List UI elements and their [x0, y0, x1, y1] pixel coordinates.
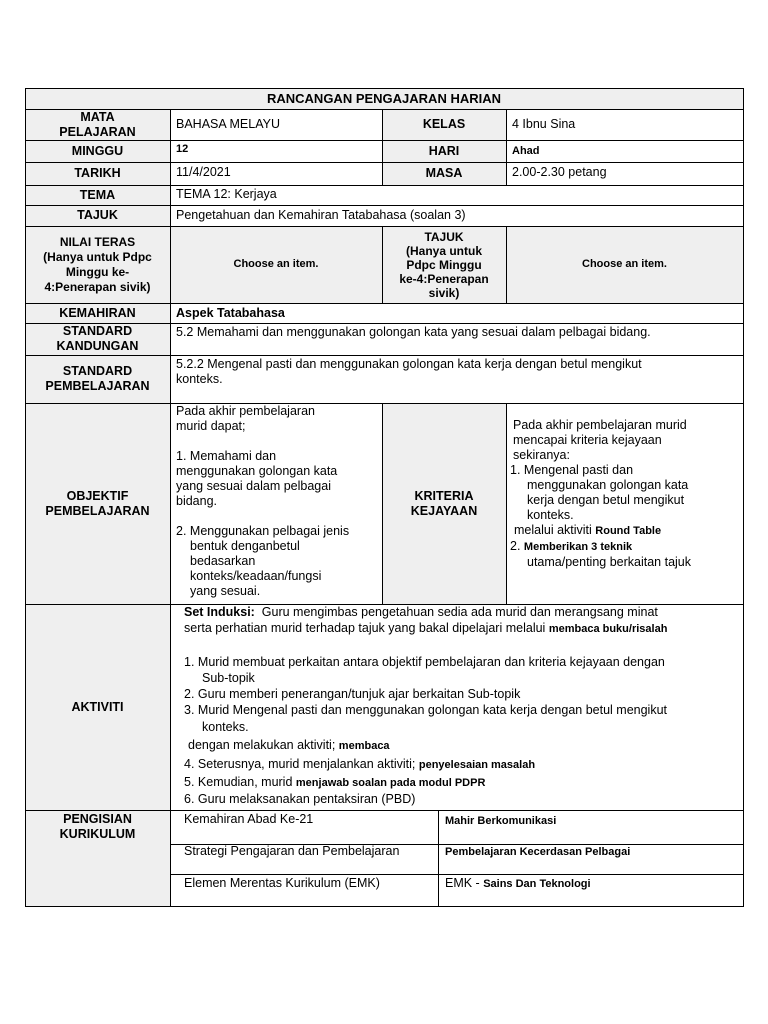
label-line: PEMBELAJARAN — [45, 503, 150, 518]
aktiviti-step-4 — [184, 755, 740, 774]
label-line: STANDARD — [62, 364, 133, 378]
pengisian-item-name: Elemen Merentas Kurikulum (EMK) — [184, 876, 380, 890]
hline-bottom — [25, 906, 744, 907]
nilai-teras-label — [25, 226, 170, 303]
item-number: 1. — [176, 449, 187, 463]
label-line: (Hanya untuk Pdpc — [43, 249, 152, 264]
vline-right — [743, 88, 744, 907]
standard-kandungan-label — [25, 323, 170, 355]
kriteria-item-1 — [510, 463, 740, 478]
bold-text: Mahir Berkomunikasi — [445, 815, 557, 827]
label-line: (Hanya untuk — [405, 243, 482, 258]
page-title: RANCANGAN PENGAJARAN HARIAN — [266, 91, 501, 106]
label-line: PEMBELAJARAN — [45, 379, 150, 393]
label-line: sivik) — [428, 285, 460, 300]
tarikh-value: 11/4/2021 — [176, 165, 231, 179]
text-line: Mengenal pasti dan — [523, 463, 634, 477]
pengisian-kurikulum-label — [25, 812, 170, 846]
hline — [170, 874, 744, 875]
minggu-value: 12 — [176, 143, 189, 155]
kemahiran-label: KEMAHIRAN — [59, 305, 136, 320]
objektif-content — [176, 404, 380, 599]
text-line: Pada akhir pembelajaran murid — [513, 418, 687, 432]
aktiviti-step-5 — [184, 774, 740, 791]
masa-value: 2.00-2.30 petang — [512, 165, 607, 179]
text-line: Murid Mengenal pasti dan menggunakan golongan kata kerja dengan betul mengikut — [197, 703, 667, 717]
text-line: mencapai kriteria kejayaan — [513, 433, 662, 447]
kriteria-label — [382, 403, 506, 604]
text-line: konteks. — [202, 720, 249, 734]
standard-pembelajaran-value — [176, 357, 741, 387]
tajuk-sivik-label — [382, 226, 506, 303]
text-line: Kemudian, murid — [197, 775, 293, 789]
set-induksi-line1 — [184, 604, 740, 620]
vline — [506, 403, 507, 605]
label-line: PENGISIAN — [63, 812, 132, 826]
item-number: 2. — [184, 687, 195, 701]
label-line: TAJUK — [424, 229, 464, 244]
text-line: serta perhatian murid terhadap tajuk yang bakal dipelajari melalui — [184, 621, 546, 635]
label-line: MATA — [80, 109, 115, 124]
text-line: sekiranya: — [513, 448, 570, 462]
item-number: 1. — [184, 655, 195, 669]
text-line: murid dapat; — [176, 419, 246, 433]
vline — [506, 109, 507, 186]
text-line: Guru mengimbas pengetahuan sedia ada murid dan merangsang minat — [261, 605, 658, 619]
vline — [438, 810, 439, 907]
standard-pembelajaran-label — [25, 355, 170, 403]
label-line: STANDARD — [62, 324, 133, 338]
text-line: Sub-topik — [202, 671, 255, 685]
text-line: konteks. — [527, 508, 574, 522]
kemahiran-value: Aspek Tatabahasa — [176, 306, 285, 320]
bold-text: menjawab soalan pada modul PDPR — [295, 777, 486, 789]
text-line: kerja dengan betul mengikut — [527, 493, 685, 507]
pengisian-item-name: Kemahiran Abad Ke-21 — [184, 812, 314, 826]
pengisian-item-value — [445, 814, 740, 829]
item-number: 5. — [184, 775, 195, 789]
aktiviti-step-3-tail — [184, 736, 740, 755]
item-number: 1. — [510, 463, 521, 477]
text-line: Murid membuat perkaitan antara objektif pembelajaran dan kriteria kejayaan dengan — [197, 655, 665, 669]
objektif-item-1 — [176, 449, 380, 464]
text-line: dengan melakukan aktiviti; — [188, 738, 336, 752]
text-line: konteks/keadaan/fungsi — [190, 569, 322, 583]
text-line: bedasarkan — [190, 554, 256, 568]
label-line: KANDUNGAN — [56, 339, 139, 353]
label-line: Minggu ke- — [65, 264, 130, 279]
text-line: menggunakan golongan kata — [176, 464, 338, 478]
label-line: PELAJARAN — [59, 124, 136, 139]
tajuk-label: TAJUK — [77, 208, 118, 222]
label-line: NILAI TERAS — [59, 234, 136, 249]
text-line: Memahami dan — [189, 449, 277, 463]
bold-text: penyelesaian masalah — [418, 759, 536, 771]
label-line: KEJAYAAN — [410, 503, 478, 518]
tarikh-label: TARIKH — [74, 166, 121, 180]
mata-pelajaran-label — [25, 109, 170, 140]
bold-text: Pembelajaran Kecerdasan Pelbagai — [445, 846, 631, 858]
text-line: 5.2.2 Mengenal pasti dan menggunakan golongan kata kerja dengan betul mengikut — [176, 357, 642, 371]
tajuk-value: Pengetahuan dan Kemahiran Tatabahasa (soalan 3) — [176, 208, 466, 222]
text-line: Guru memberi penerangan/tunjuk ajar berkaitan Sub-topik — [197, 687, 521, 701]
item-number: 6. — [184, 792, 195, 806]
mata-pelajaran-value: BAHASA MELAYU — [176, 117, 280, 131]
objektif-label — [25, 403, 170, 604]
text-line: bidang. — [176, 494, 218, 508]
masa-label: MASA — [425, 166, 463, 180]
aktiviti-label: AKTIVITI — [71, 699, 124, 714]
tema-label: TEMA — [79, 187, 116, 202]
objektif-item-2 — [176, 524, 380, 539]
text-line: Seterusnya, murid menjalankan aktiviti; — [197, 757, 416, 771]
text-line: menggunakan golongan kata — [527, 478, 689, 492]
item-number: 4. — [184, 757, 195, 771]
aktiviti-step-2 — [184, 686, 740, 702]
aktiviti-content — [184, 604, 740, 807]
label-line: KURIKULUM — [59, 827, 136, 841]
bold-text: membaca buku/risalah — [548, 623, 668, 635]
kriteria-item-2 — [510, 539, 740, 555]
tajuk-sivik-dropdown[interactable]: Choose an item. — [582, 258, 667, 270]
pengisian-item-name: Strategi Pengajaran dan Pembelajaran — [184, 844, 400, 858]
item-number: 2. — [510, 539, 521, 553]
kriteria-item-1-tail — [510, 523, 740, 539]
nilai-teras-dropdown[interactable]: Choose an item. — [233, 258, 319, 270]
pengisian-item-value — [445, 845, 740, 860]
label-line: ke-4:Penerapan — [399, 271, 489, 286]
standard-kandungan-value: 5.2 Memahami dan menggunakan golongan kata yang sesuai dalam pelbagai bidang. — [176, 325, 651, 339]
pengisian-item-value — [445, 876, 740, 892]
bold-text: Set Induksi: — [184, 605, 255, 619]
text-line: bentuk denganbetul — [190, 539, 300, 553]
hline — [25, 810, 744, 811]
bold-text: membaca — [338, 740, 390, 752]
bold-text: Round Table — [595, 525, 662, 537]
minggu-label: MINGGU — [71, 143, 124, 158]
aktiviti-step-3 — [184, 702, 740, 718]
item-number: 3. — [184, 703, 195, 717]
text-line: konteks. — [176, 372, 223, 386]
hari-value: Ahad — [512, 145, 540, 157]
bold-text: Sains Dan Teknologi — [483, 878, 591, 890]
text-line: Pada akhir pembelajaran — [176, 404, 315, 418]
tema-value: TEMA 12: Kerjaya — [176, 187, 277, 201]
text-line: yang sesuai. — [190, 584, 261, 598]
aktiviti-step-6 — [184, 791, 740, 807]
text-line: Guru melaksanakan pentaksiran (PBD) — [197, 792, 416, 806]
set-induksi-line2 — [184, 620, 740, 637]
kelas-label: KELAS — [422, 117, 466, 131]
text-line: utama/penting berkaitan tajuk — [527, 555, 691, 569]
kelas-value: 4 Ibnu Sina — [512, 117, 576, 131]
text-line: melalui aktiviti — [514, 523, 592, 537]
text-line: yang sesuai dalam pelbagai — [176, 479, 331, 493]
bold-text: Memberikan 3 teknik — [523, 541, 633, 553]
label-line: KRITERIA — [414, 488, 474, 503]
label-line: Pdpc Minggu — [406, 257, 482, 272]
hari-label: HARI — [428, 143, 460, 158]
aktiviti-step-1 — [184, 654, 740, 670]
label-line: OBJEKTIF — [66, 488, 129, 503]
label-line: 4:Penerapan sivik) — [44, 279, 151, 294]
kriteria-content — [510, 418, 740, 570]
text-line: Menggunakan pelbagai jenis — [189, 524, 350, 538]
item-number: 2. — [176, 524, 187, 538]
text-prefix: EMK - — [445, 876, 484, 890]
